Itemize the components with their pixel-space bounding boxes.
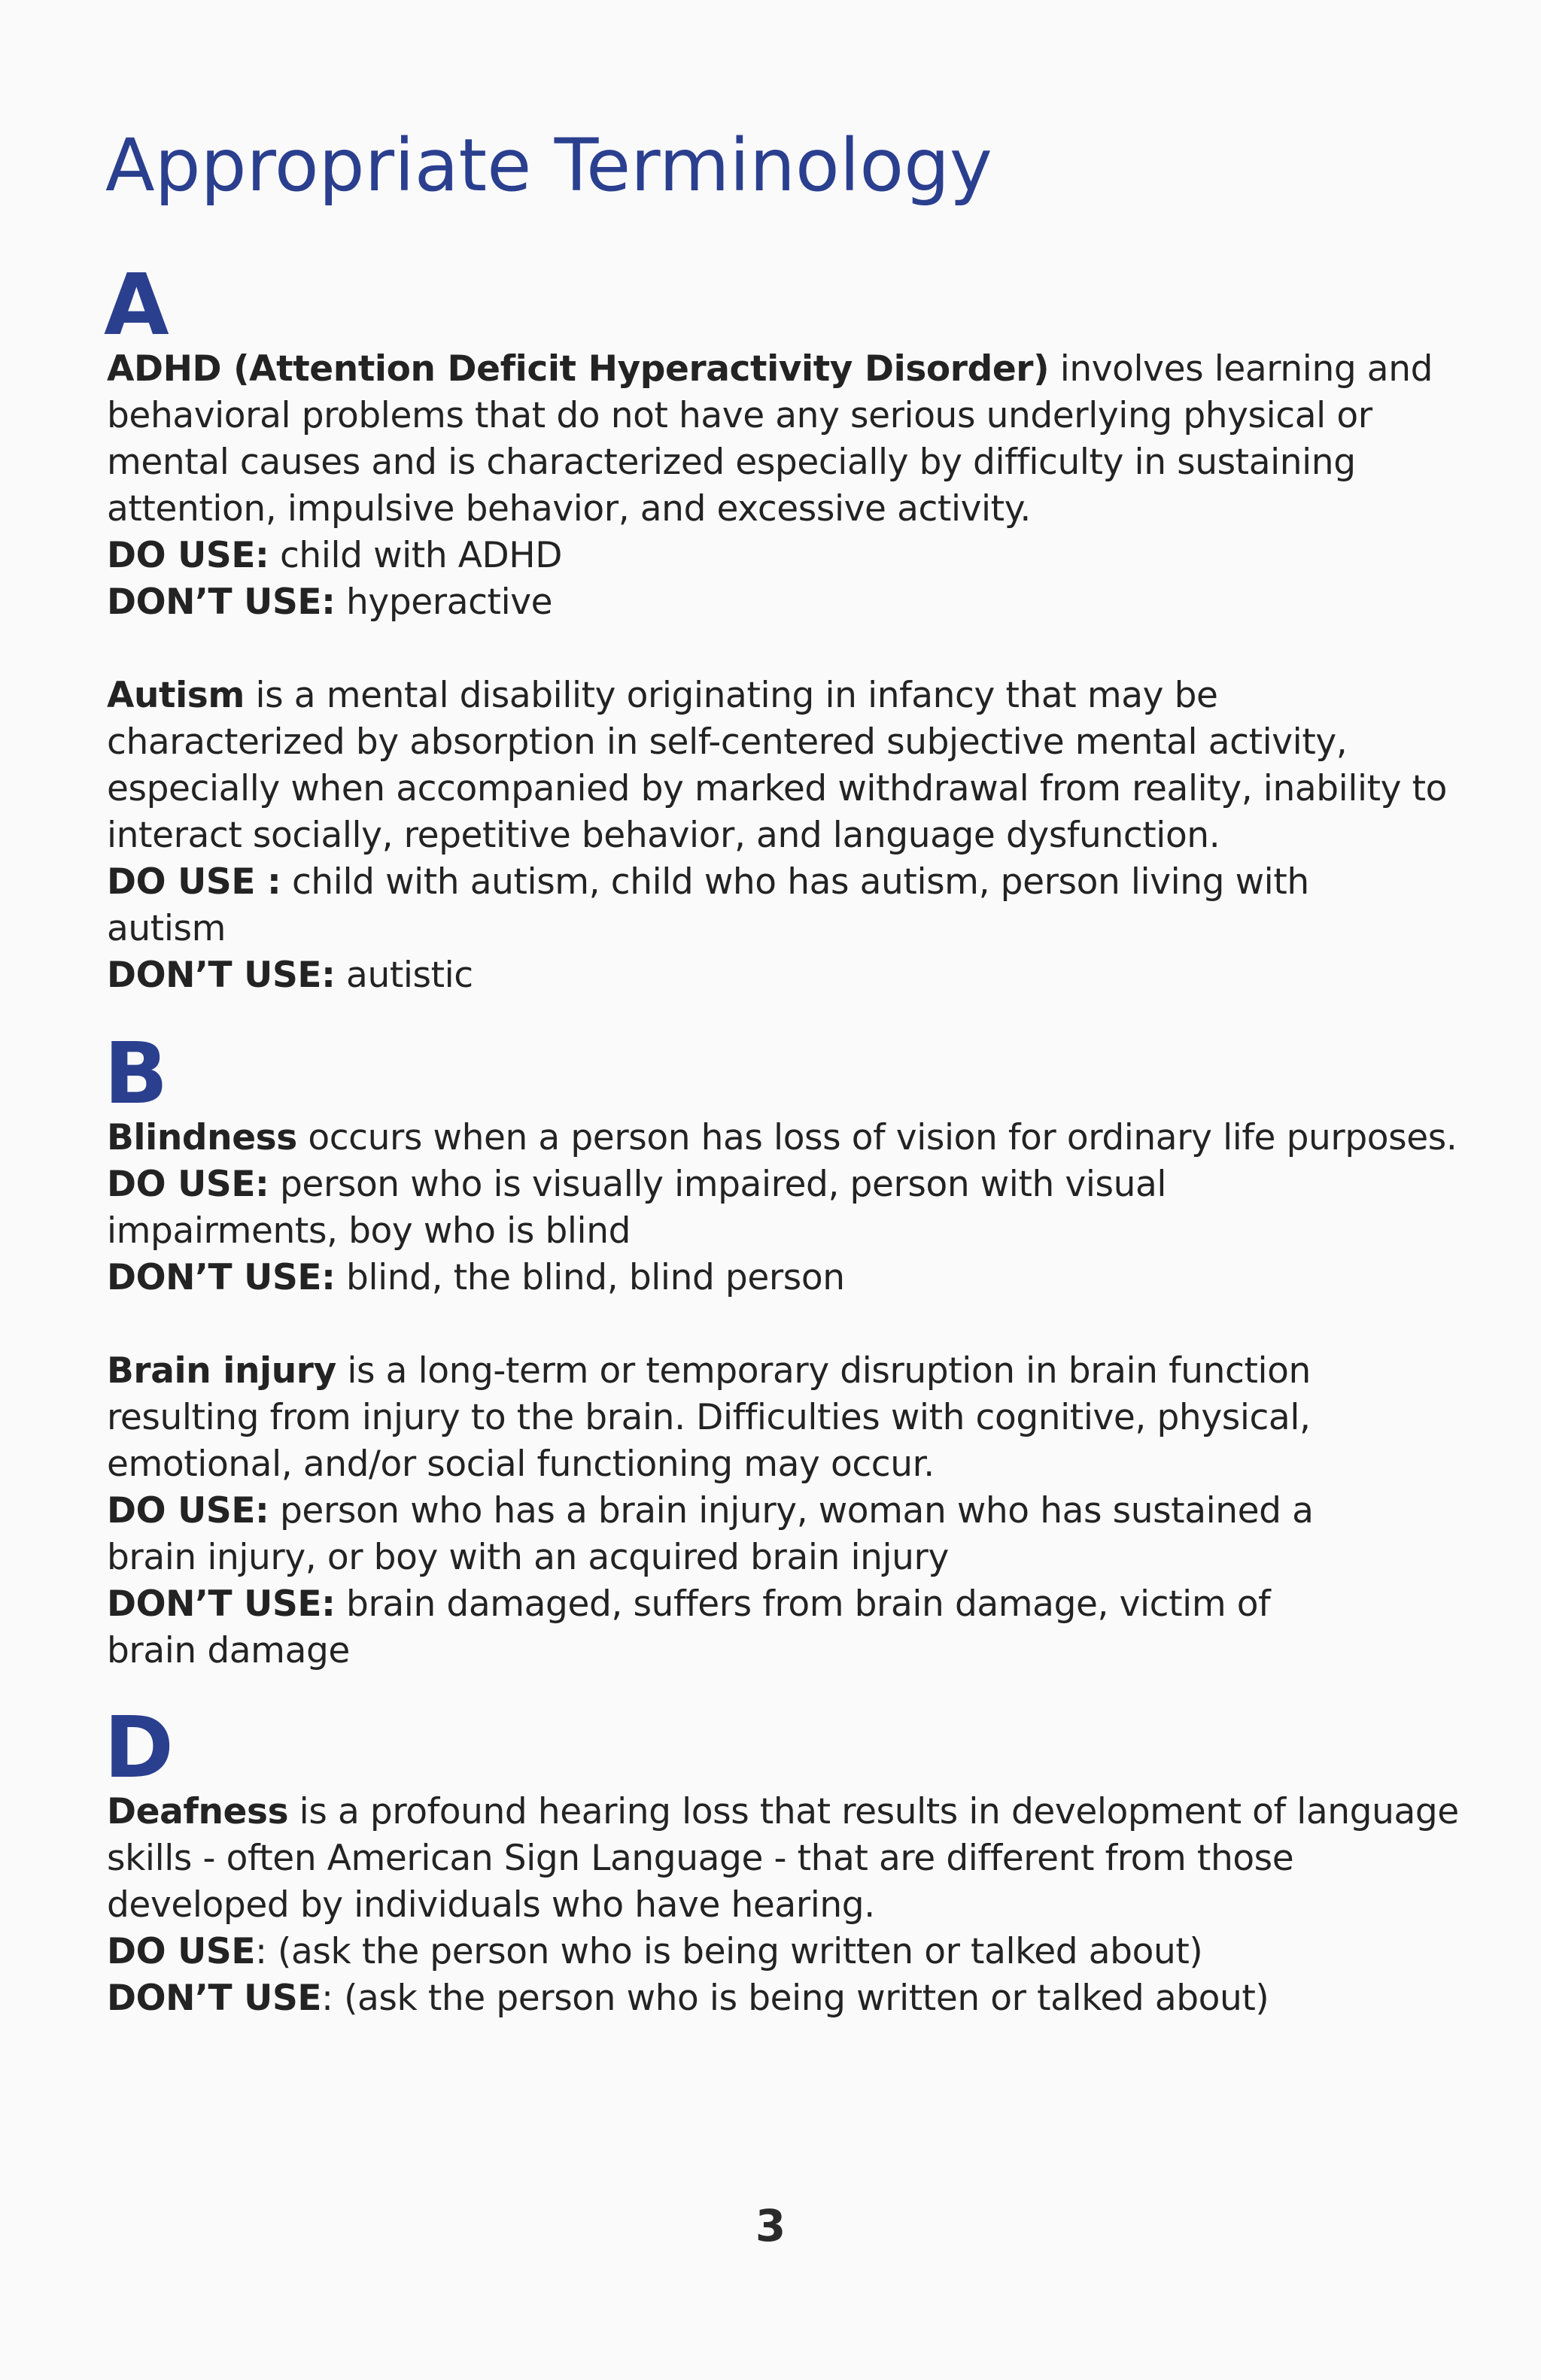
entry-adhd xyxy=(107,346,1461,626)
section-letter-a: A xyxy=(104,257,169,354)
entry-definition xyxy=(107,1789,1461,1929)
do-use-line xyxy=(107,1929,1326,1975)
entry-definition-text: involves learning and behavioral problems that do not have any serious underlying physical or mental causes and is characterized especially by difficulty in sustaining attention, impulsive behavior, and excessive activity. xyxy=(107,348,1433,530)
dont-use-text: autistic xyxy=(335,955,473,996)
page-number: 3 xyxy=(755,2200,786,2251)
entry-term: Deafness xyxy=(107,1791,289,1832)
page-title: Appropriate Terminology xyxy=(105,123,992,208)
entry-term: Autism xyxy=(107,675,245,716)
entry-autism xyxy=(107,672,1461,999)
entry-term: Brain injury xyxy=(107,1350,336,1392)
do-use-text: : (ask the person who is being written or talked about) xyxy=(255,1931,1203,1972)
dont-use-label: DON’T USE: xyxy=(107,1583,336,1625)
do-use-line xyxy=(107,1161,1326,1255)
dont-use-line xyxy=(107,1581,1326,1674)
entry-definition-text: is a mental disability originating in infancy that may be characterized by absorption in self-centered subjective mental activity, especially when accompanied by marked withdrawal from reality, inability to interact socially, repetitive behavior, and language dysfunction. xyxy=(107,675,1448,856)
entry-definition-text: is a profound hearing loss that results in development of language skills - often American Sign Language - that are different from those developed by individuals who have hearing. xyxy=(107,1791,1459,1926)
entry-term: ADHD (Attention Deficit Hyperactivity Disorder) xyxy=(107,348,1050,390)
section-letter-b: B xyxy=(104,1025,169,1123)
entry-definition-text: is a long-term or temporary disruption in brain function resulting from injury to the brain. Difficulties with cognitive, physical, emotional, and/or social functioning may occur. xyxy=(107,1350,1311,1485)
dont-use-text: blind, the blind, blind person xyxy=(335,1257,845,1298)
dont-use-line xyxy=(107,1975,1326,2022)
entry-definition-text: occurs when a person has loss of vision for ordinary life purposes. xyxy=(296,1117,1457,1158)
entry-deafness xyxy=(107,1789,1461,2022)
dont-use-line xyxy=(107,579,1326,626)
do-use-text: person who has a brain injury, woman who has sustained a brain injury, or boy with an acquired brain injury xyxy=(107,1490,1314,1578)
do-use-line xyxy=(107,533,1326,579)
dont-use-label: DON’T USE: xyxy=(107,581,336,623)
do-use-label: DO USE xyxy=(107,1931,256,1972)
dont-use-label: DON’T USE: xyxy=(107,1257,336,1298)
dont-use-label: DON’T USE: xyxy=(107,955,336,996)
entry-definition xyxy=(107,1348,1461,1488)
do-use-line xyxy=(107,1488,1326,1581)
dont-use-text: brain damaged, suffers from brain damage, victim of brain damage xyxy=(107,1583,1271,1671)
do-use-line xyxy=(107,859,1326,952)
entry-definition xyxy=(107,346,1461,533)
entry-brain-injury xyxy=(107,1348,1461,1674)
do-use-label: DO USE: xyxy=(107,1164,269,1205)
dont-use-label: DON’T USE xyxy=(107,1978,322,2019)
section-letter-d: D xyxy=(104,1699,174,1797)
dont-use-text: hyperactive xyxy=(335,581,553,623)
entry-definition xyxy=(107,672,1461,859)
entry-term: Blindness xyxy=(107,1117,297,1158)
entry-definition xyxy=(107,1115,1461,1161)
do-use-label: DO USE : xyxy=(107,861,281,903)
do-use-label: DO USE: xyxy=(107,535,269,576)
dont-use-line xyxy=(107,1255,1326,1301)
entry-blindness xyxy=(107,1115,1461,1301)
dont-use-line xyxy=(107,952,1326,999)
do-use-label: DO USE: xyxy=(107,1490,269,1532)
dont-use-text: : (ask the person who is being written or talked about) xyxy=(321,1978,1269,2019)
do-use-text: child with autism, child who has autism, person living with autism xyxy=(107,861,1309,949)
do-use-text: person who is visually impaired, person with visual impairments, boy who is blind xyxy=(107,1164,1167,1252)
do-use-text: child with ADHD xyxy=(269,535,563,576)
